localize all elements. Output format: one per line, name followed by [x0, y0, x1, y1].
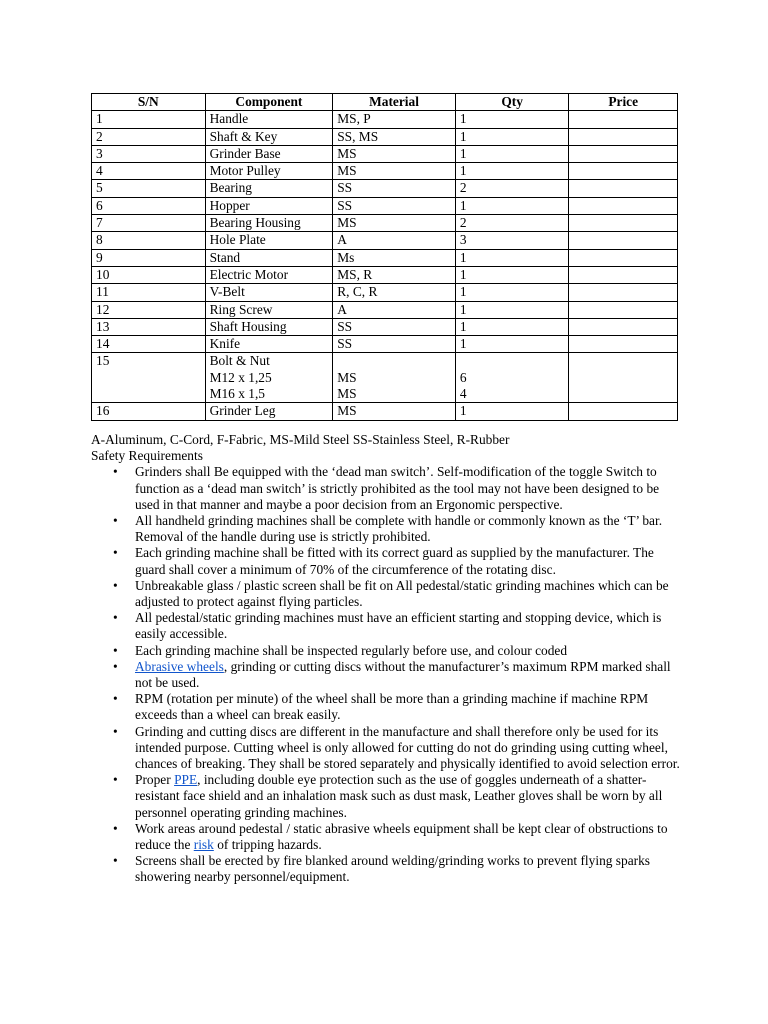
cell-component: Hole Plate	[205, 232, 333, 249]
bullet-text: , including double eye protection such as the use of goggles underneath of a shatter-resistant face shield and an inhalation mask such as dust mask, Leather gloves shall be worn by all personnel operating grinding machines.	[135, 772, 663, 820]
cell-qty: 3	[455, 232, 569, 249]
inline-link[interactable]: Abrasive wheels	[135, 658, 224, 674]
cell-component	[205, 353, 333, 403]
inline-link[interactable]: risk	[193, 837, 214, 853]
table-header-row	[92, 94, 678, 111]
cell-price	[569, 215, 678, 232]
cell-price	[569, 336, 678, 353]
table-row	[92, 301, 678, 318]
cell-component: Grinder Base	[205, 145, 333, 162]
table-row	[92, 266, 678, 283]
bullet-text: RPM (rotation per minute) of the wheel shall be more than a grinding machine if machine RPM exceeds than a wheel can break easily.	[135, 691, 649, 723]
list-item	[91, 545, 681, 577]
table-row	[92, 180, 678, 197]
header-price: Price	[569, 94, 678, 111]
cell-component: Stand	[205, 249, 333, 266]
cell-component: Shaft Housing	[205, 318, 333, 335]
list-item	[91, 659, 681, 691]
list-item	[91, 610, 681, 642]
cell-material: MS	[333, 403, 456, 420]
header-material: Material	[333, 94, 456, 111]
cell-price	[569, 111, 678, 128]
cell-component: V-Belt	[205, 284, 333, 301]
cell-material: MS, P	[333, 111, 456, 128]
cell-price	[569, 232, 678, 249]
cell-material: SS	[333, 197, 456, 214]
bullet-text: Each grinding machine shall be fitted with its correct guard as supplied by the manufacturer. The guard shall cover a minimum of 70% of the circumference of the rotating disc.	[135, 545, 654, 577]
cell-line: 4	[459, 386, 467, 402]
bullet-text: Each grinding machine shall be inspected regularly before use, and colour coded	[135, 642, 568, 658]
bullet-text: Grinding and cutting discs are different in the manufacture and shall therefore only be used for its intended purpose. Cutting wheel is only allowed for cutting do not do grinding using cutting wheel, chances of breaking. They shall be stored separately and physically identified to avoid selection error.	[135, 723, 680, 772]
cell-price	[569, 145, 678, 162]
list-item	[91, 821, 681, 853]
cell-sn: 13	[92, 318, 206, 335]
cell-sn: 8	[92, 232, 206, 249]
bullet-text: Grinders shall Be equipped with the ‘dead man switch’. Self-modification of the toggle Switch to function as a ‘dead man switch’ is strictly prohibited as the tool may not have been designed to be used in that manner and maybe a poor decision from an Ergonomic perspective.	[135, 464, 660, 512]
cell-component: Ring Screw	[205, 301, 333, 318]
header-sn: S/N	[92, 94, 206, 111]
cell-sn: 7	[92, 215, 206, 232]
cell-material: MS, R	[333, 266, 456, 283]
list-item	[91, 772, 681, 821]
table-row	[92, 215, 678, 232]
cell-material: MS	[333, 215, 456, 232]
table-row	[92, 128, 678, 145]
header-component: Component	[205, 94, 333, 111]
cell-material	[333, 353, 456, 403]
bullet-text: Unbreakable glass / plastic screen shall be fit on All pedestal/static grinding machines which can be adjusted to protect against flying particles.	[135, 577, 669, 610]
cell-qty: 1	[455, 403, 569, 420]
text-block	[91, 432, 681, 886]
materials-legend: A-Aluminum, C-Cord, F-Fabric, MS-Mild Steel SS-Stainless Steel, R-Rubber	[91, 432, 510, 447]
cell-line: MS	[337, 386, 357, 402]
cell-qty: 1	[455, 266, 569, 283]
cell-sn: 5	[92, 180, 206, 197]
bullet-text: Proper	[135, 772, 175, 788]
cell-line	[460, 353, 569, 369]
cell-qty: 1	[455, 284, 569, 301]
cell-sn: 14	[92, 336, 206, 353]
cell-qty: 1	[455, 301, 569, 318]
table-row	[92, 353, 678, 403]
components-table	[91, 93, 678, 421]
cell-material: SS, MS	[333, 128, 456, 145]
cell-price	[569, 163, 678, 180]
cell-line: 6	[459, 369, 467, 385]
list-item	[91, 724, 681, 773]
cell-qty: 2	[455, 180, 569, 197]
table-row	[92, 163, 678, 180]
bullet-text: Screens shall be erected by fire blanked around welding/grinding works to prevent flying sparks showering nearby personnel/equipment.	[135, 853, 651, 885]
safety-heading: Safety Requirements	[91, 448, 203, 464]
cell-sn: 12	[92, 301, 206, 318]
cell-price	[569, 403, 678, 420]
table-row	[92, 318, 678, 335]
cell-qty: 2	[455, 215, 569, 232]
list-item	[91, 853, 681, 885]
cell-qty: 1	[455, 249, 569, 266]
cell-price	[569, 249, 678, 266]
cell-qty: 1	[455, 128, 569, 145]
cell-qty: 1	[455, 318, 569, 335]
bullet-text: of tripping hazards.	[213, 837, 322, 853]
cell-sn: 11	[92, 284, 206, 301]
cell-material: R, C, R	[333, 284, 456, 301]
safety-list	[91, 464, 681, 885]
list-item	[91, 578, 681, 610]
cell-qty: 1	[455, 111, 569, 128]
cell-material: A	[333, 232, 456, 249]
cell-component: Hopper	[205, 197, 333, 214]
cell-price	[569, 197, 678, 214]
cell-line: M12 x 1,25	[209, 369, 272, 385]
table-row	[92, 403, 678, 420]
cell-line: M16 x 1,5	[209, 386, 266, 402]
list-item	[91, 691, 681, 723]
cell-sn: 16	[92, 403, 206, 420]
table-row	[92, 111, 678, 128]
cell-material: MS	[333, 163, 456, 180]
cell-price	[569, 128, 678, 145]
cell-qty	[455, 353, 569, 403]
cell-price	[569, 180, 678, 197]
cell-price	[569, 301, 678, 318]
cell-component: Handle	[205, 111, 333, 128]
cell-component: Motor Pulley	[205, 163, 333, 180]
cell-qty: 1	[455, 145, 569, 162]
table-row	[92, 336, 678, 353]
cell-price	[569, 266, 678, 283]
list-item	[91, 643, 681, 659]
cell-component: Shaft & Key	[205, 128, 333, 145]
cell-sn: 3	[92, 145, 206, 162]
cell-sn: 15	[92, 353, 206, 403]
cell-sn: 2	[92, 128, 206, 145]
cell-material: Ms	[333, 249, 456, 266]
cell-price	[569, 318, 678, 335]
cell-component: Bearing	[205, 180, 333, 197]
cell-component: Knife	[205, 336, 333, 353]
cell-material: SS	[333, 180, 456, 197]
cell-qty: 1	[455, 336, 569, 353]
cell-component: Electric Motor	[205, 266, 333, 283]
inline-link[interactable]: PPE	[174, 772, 198, 788]
cell-qty: 1	[455, 197, 569, 214]
table-body	[92, 111, 678, 420]
cell-sn: 1	[92, 111, 206, 128]
cell-material: A	[333, 301, 456, 318]
table-row	[92, 249, 678, 266]
cell-sn: 10	[92, 266, 206, 283]
cell-component: Grinder Leg	[205, 403, 333, 420]
cell-price	[569, 284, 678, 301]
table-row	[92, 284, 678, 301]
cell-material: SS	[333, 318, 456, 335]
cell-qty: 1	[455, 163, 569, 180]
list-item	[91, 513, 681, 545]
cell-line	[337, 353, 455, 369]
bullet-text: , grinding or cutting discs without the manufacturer’s maximum RPM marked shall not be used.	[135, 658, 671, 691]
cell-sn: 6	[92, 197, 206, 214]
cell-sn: 9	[92, 249, 206, 266]
bullet-text: All handheld grinding machines shall be complete with handle or commonly known as the ‘T’ bar. Removal of the handle during use is strictly prohibited.	[135, 513, 663, 545]
bullet-text: All pedestal/static grinding machines must have an efficient starting and stopping device, which is easily accessible.	[135, 610, 662, 642]
cell-sn: 4	[92, 163, 206, 180]
table-row	[92, 145, 678, 162]
cell-price	[569, 353, 678, 403]
cell-line: Bolt & Nut	[209, 353, 270, 369]
cell-component: Bearing Housing	[205, 215, 333, 232]
cell-material: MS	[333, 145, 456, 162]
cell-material: SS	[333, 336, 456, 353]
list-item	[91, 464, 681, 513]
cell-line: MS	[337, 369, 357, 385]
table-row	[92, 197, 678, 214]
header-qty: Qty	[455, 94, 569, 111]
bullet-text: Work areas around pedestal / static abrasive wheels equipment shall be kept clear of obstructions to reduce the	[135, 820, 668, 853]
table-row	[92, 232, 678, 249]
